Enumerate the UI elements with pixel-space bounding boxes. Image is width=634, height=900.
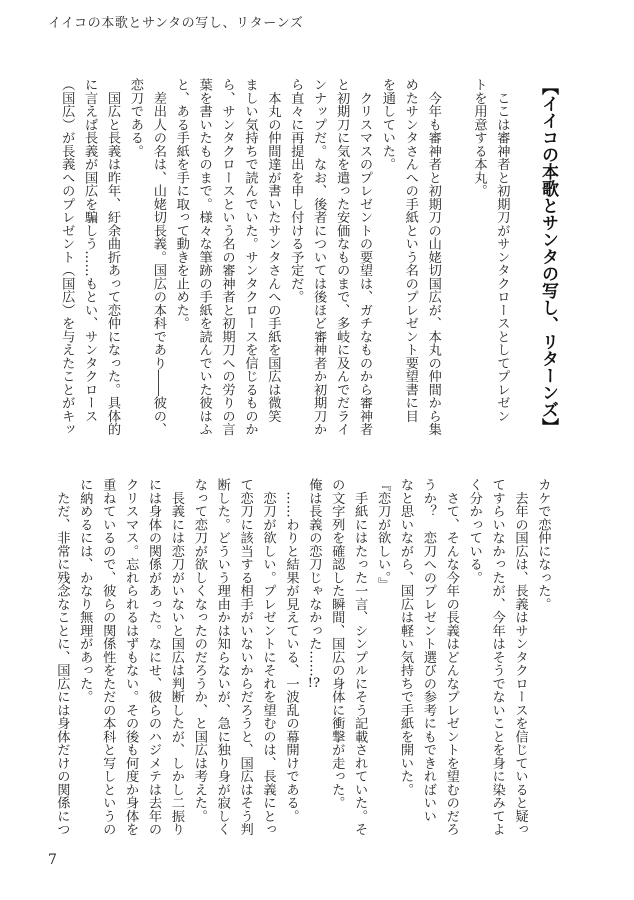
upper-column-7: と初期刀に気を遣った安価なものまで、多岐に及んでだライ xyxy=(334,78,350,436)
upper-column-16: 恋刀である。 xyxy=(127,78,143,158)
upper-column-12: ら、サンタクロースという名の審神者と初期刀への労りの言 xyxy=(219,78,235,436)
lower-column-20: 重ねているので、彼らの関係性をただの本科と写しというの xyxy=(100,478,116,836)
lower-column-11: 俺は長義の恋刀じゃなかった……!? xyxy=(306,478,322,690)
lower-column-3: てすらいなかったが、今年はそうでないことを身に染みてよ xyxy=(489,478,505,836)
lower-column-1: カケで恋仲になった。 xyxy=(535,478,551,611)
interrobang: !? xyxy=(307,676,321,690)
upper-column-5: を通していた。 xyxy=(379,78,395,171)
lower-column-12: ……わりと結果が見えている、一波乱の幕開けである。 xyxy=(283,478,299,823)
lower-column-15: 断した。どういう理由かは知らないが、急に独り身が寂しく xyxy=(214,478,230,836)
lower-column-5: さて、そんな今年の長義はどんなプレゼントを望むのだろ xyxy=(443,478,459,836)
lower-column-21: に納めるには、かなり無理があった。 xyxy=(77,478,93,704)
lower-column-9: 手紙にはたった一言、シンプルにそう記載されていた。そ xyxy=(352,478,368,836)
upper-column-8: ンナップだ。なお、後者については後ほど審神者か初期刀か xyxy=(311,78,327,436)
upper-column-10: 本丸の仲間達が書いたサンタさんへの手紙を国広は微笑 xyxy=(265,78,281,423)
upper-column-14: と、ある手紙を手に取って動きを止めた。 xyxy=(173,78,189,330)
lower-column-6: うか？ 恋刀へのプレゼント選びの参考にもできればいい xyxy=(420,478,436,823)
lower-column-17: 長義には恋刀がいないと国広は判断したが、しかし二振り xyxy=(168,478,184,836)
lower-column-10: の文字列を確認した瞬間、国広の身体に衝撃が走った。 xyxy=(329,478,345,810)
upper-column-11: ましい気持ちで読んでいた。サンタクロースを信じるものか xyxy=(242,78,258,436)
running-header: イイコの本歌とサンタの写し、リターンズ xyxy=(48,16,304,31)
upper-column-3: 今年も審神者と初期刀の山姥切国広が、本丸の仲間から集 xyxy=(425,78,441,436)
lower-column-16: なって恋刀が欲しくなったのだろうか、と国広は考えた。 xyxy=(191,478,207,823)
upper-column-4: めたサンタさんへの手紙という名のプレゼント要望書に目 xyxy=(402,78,418,423)
lower-column-22: ただ、非常に残念なことに、国広には身体だけの関係につ xyxy=(54,478,70,836)
upper-tier xyxy=(54,78,512,442)
upper-column-18: に言えば長義が国広を騙しう……もとい、サンタクロース xyxy=(82,78,98,423)
lower-column-7: なと思いながら、国広は軽い気持ちで手紙を開いた。 xyxy=(397,478,413,796)
lower-column-18: には身体の関係があった。なにせ、彼らのハジメテは去年の xyxy=(146,478,161,836)
upper-column-19: （国広）が長義へのプレゼント（国広）を与えたことがキッ xyxy=(59,78,75,436)
upper-column-9: ら直々に再提出を申し付ける予定だ。 xyxy=(288,78,304,304)
upper-column-13: 葉を書いたものまで。様々な筆跡の手紙を読んでいた彼はふ xyxy=(196,78,212,436)
upper-column-2: トを用意する本丸。 xyxy=(471,78,487,198)
upper-column-15: 差出人の名は、山姥切長義。国広の本科であり――彼の、 xyxy=(150,78,166,436)
blank-line xyxy=(444,78,467,442)
upper-column-1: ここは審神者と初期刀がサンタクロースとしてプレゼン xyxy=(494,78,510,423)
lower-column-4: く分かっている。 xyxy=(466,478,482,584)
page-number: 7 xyxy=(48,852,57,868)
lower-column-19: クリスマス。忘れられるはずもない。その後も何度か身体を xyxy=(123,478,139,836)
upper-column-17: 国広と長義は昨年、紆余曲折あって恋仲になった。具体的 xyxy=(105,78,121,436)
lower-column-13: 恋刀が欲しい。プレゼントにそれを望むのは、長義にとっ xyxy=(260,478,276,836)
story-title: 【イイコの本歌とサンタの写し、リターンズ】 xyxy=(538,78,558,435)
lower-column-8: 『恋刀が欲しい。』 xyxy=(375,478,391,591)
upper-column-6: クリスマスのプレゼントの要望は、ガチなものから審神者 xyxy=(356,78,372,436)
lower-tier xyxy=(49,478,553,842)
lower-column-2: 去年の国広は、長義はサンタクロースを信じていると疑っ xyxy=(512,478,528,836)
lower-column-14: て恋刀に該当する相手がいないからだろうと、国広はそう判 xyxy=(237,478,253,836)
